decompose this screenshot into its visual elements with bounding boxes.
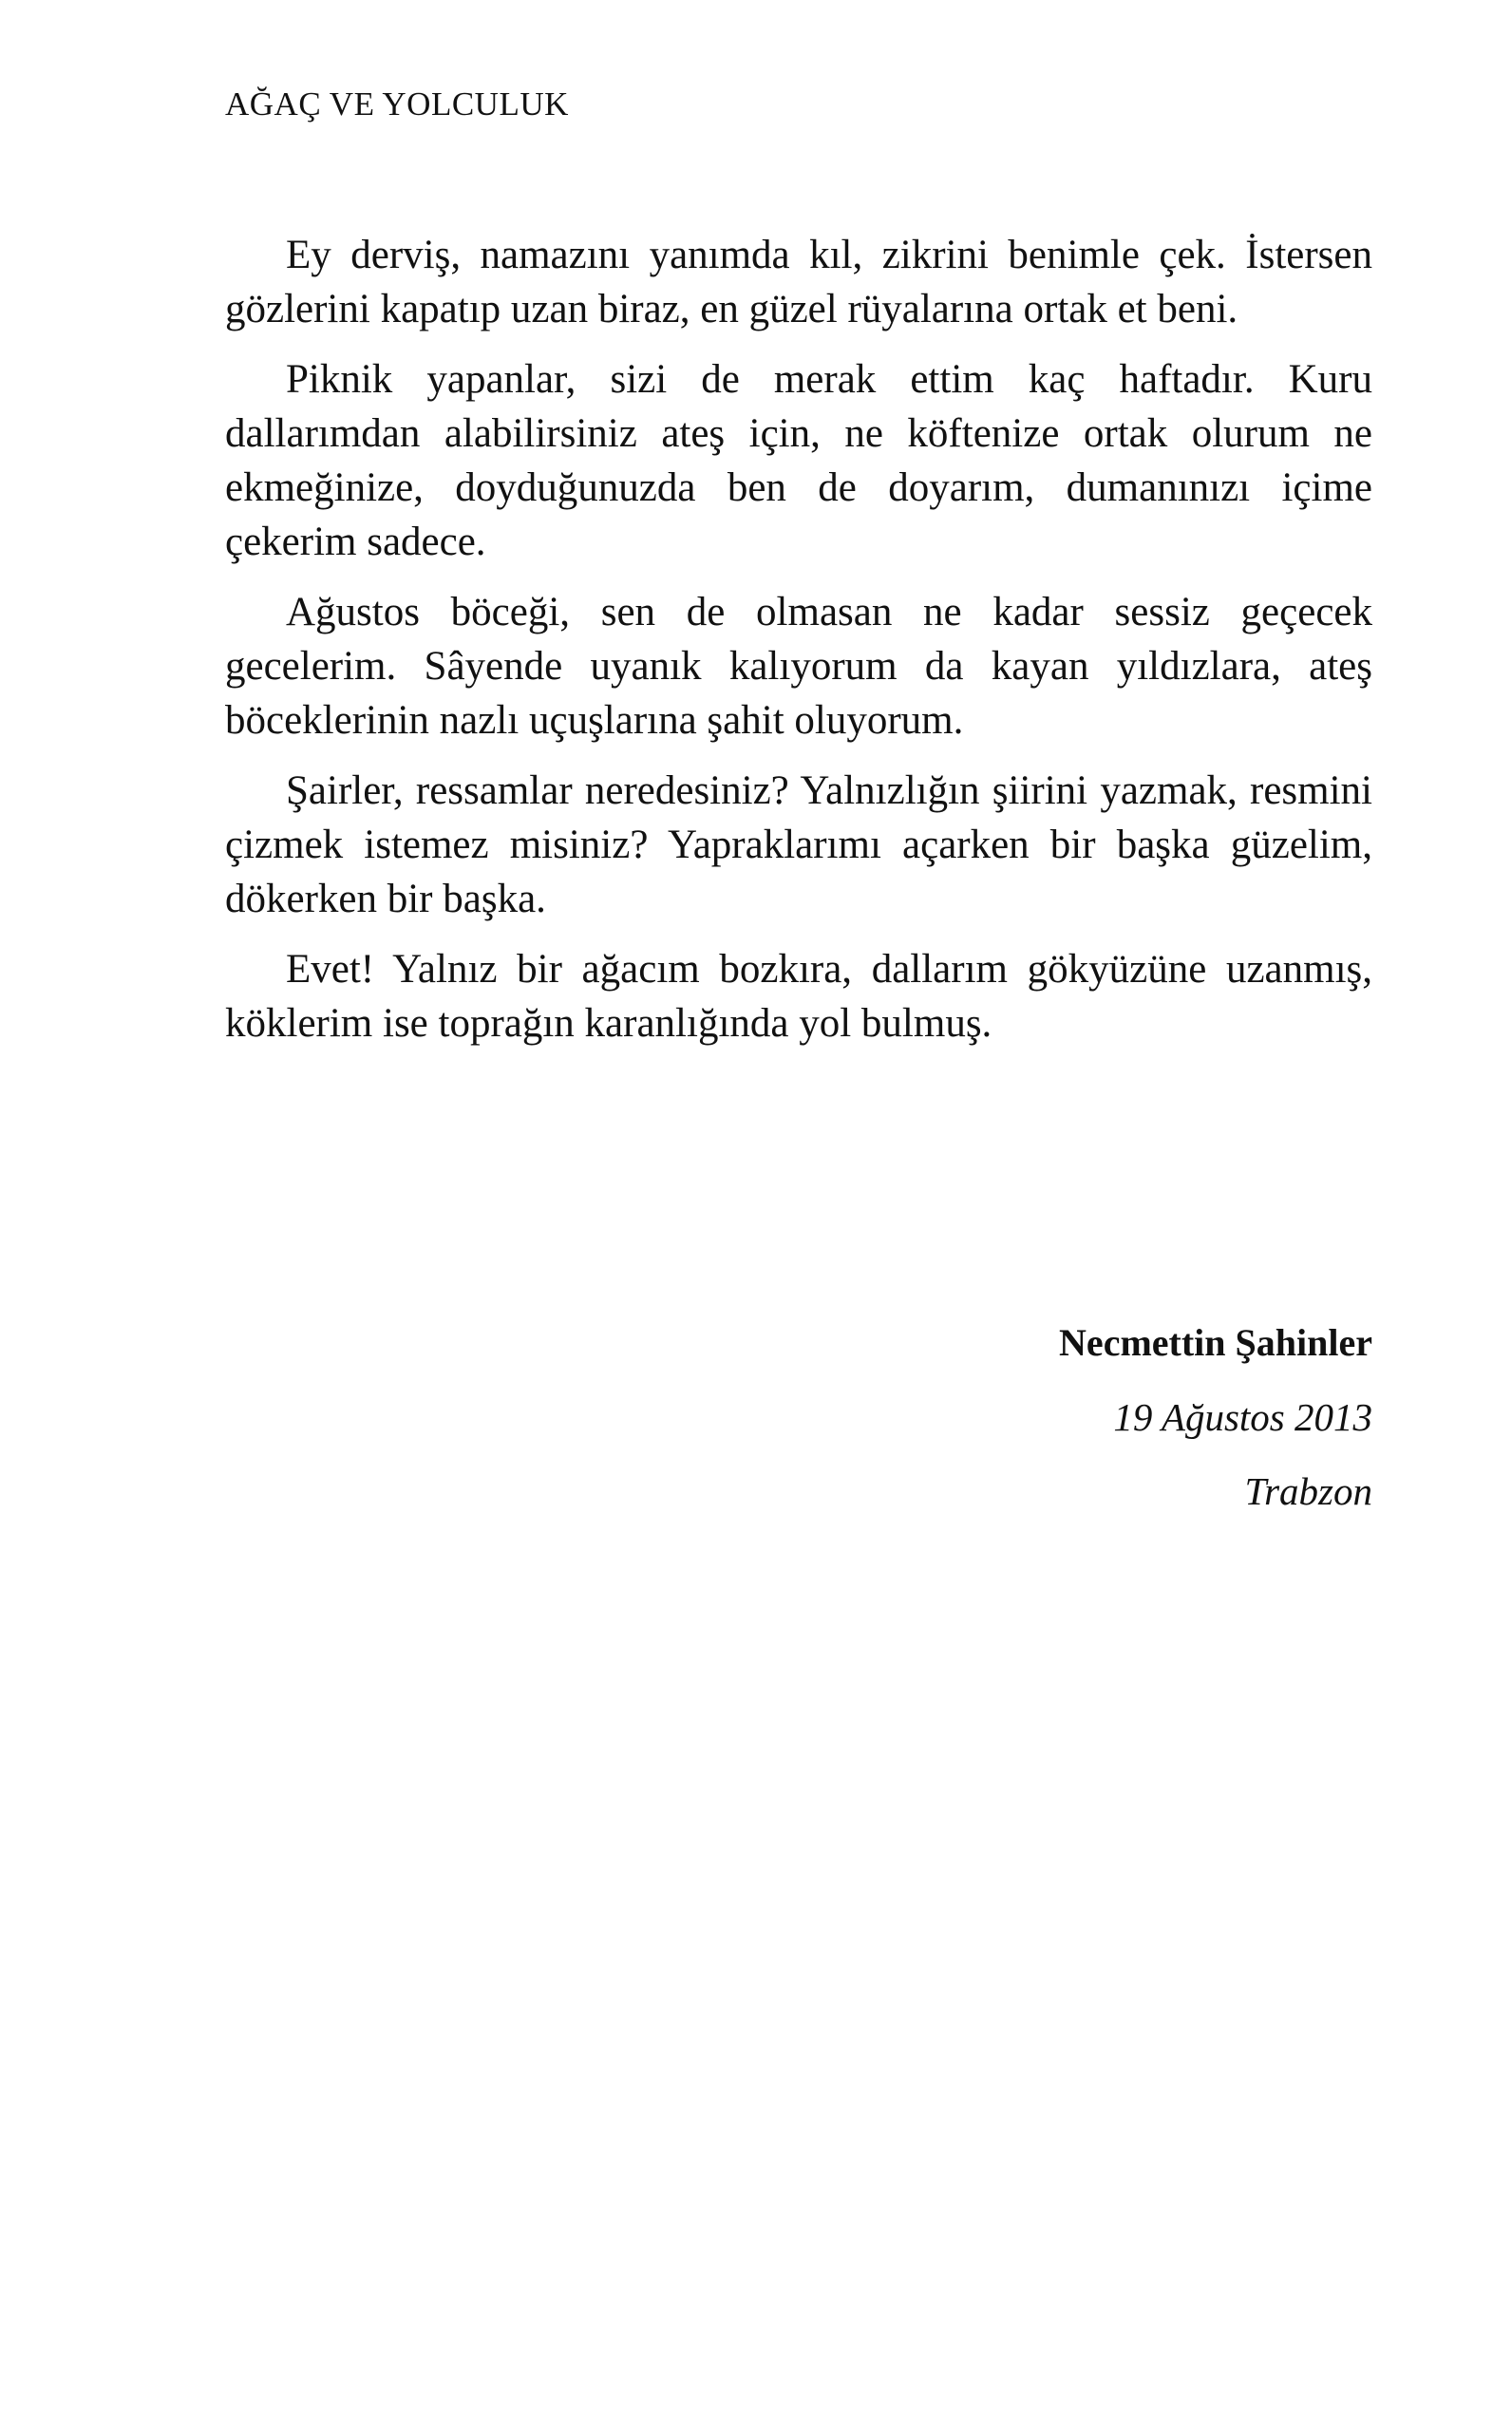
paragraph: Ağustos böceği, sen de olmasan ne kadar sessiz geçecek gecelerim. Sâyende uyanık kalıyorum da kayan yıldızlara, ateş böceklerinin nazlı uçuşlarına şahit oluyorum. (225, 590, 1372, 743)
place: Trabzon (1244, 1469, 1372, 1513)
signature-block (1059, 1322, 1372, 1512)
paragraph: Evet! Yalnız bir ağacım bozkıra, dallarım gökyüzüne uzanmış, köklerim ise toprağın karanlığında yol bulmuş. (225, 947, 1372, 1046)
running-header: AĞAÇ VE YOLCULUK (225, 85, 569, 123)
paragraph: Şairler, ressamlar neredesiniz? Yalnızlığın şiirini yazmak, resmini çizmek istemez misiniz? Yapraklarımı açarken bir başka güzelim, dökerken bir başka. (225, 768, 1372, 921)
author-name: Necmettin Şahinler (1059, 1321, 1372, 1364)
paragraph: Piknik yapanlar, sizi de merak ettim kaç haftadır. Kuru dallarımdan alabilirsiniz ateş için, ne köftenize ortak olurum ne ekmeğinize, doyduğunuzda ben de doyarım, dumanınızı içime çekerim sadece. (225, 357, 1372, 564)
paragraph: Ey derviş, namazını yanımda kıl, zikrini benimle çek. İstersen gözlerini kapatıp uzan biraz, en güzel rüyalarına ortak et beni. (225, 233, 1372, 331)
date: 19 Ağustos 2013 (1113, 1395, 1372, 1439)
body-text (225, 228, 1372, 1067)
